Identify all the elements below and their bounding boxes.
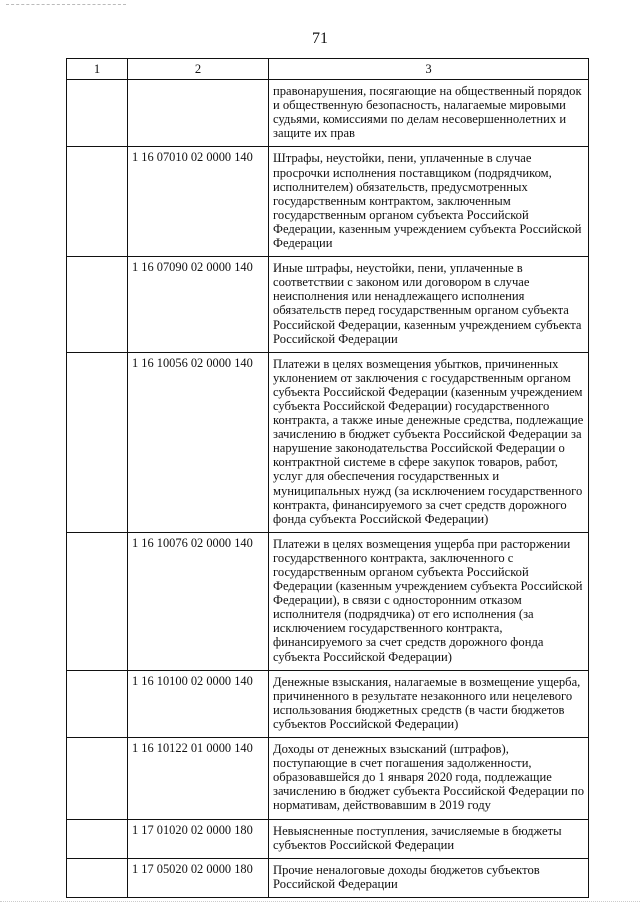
header-col-2: 2 xyxy=(128,59,269,80)
table-row xyxy=(67,352,589,532)
cell-col1 xyxy=(67,819,128,858)
budget-classification-table xyxy=(66,58,589,898)
budget-code: 1 16 10122 01 0000 140 xyxy=(128,738,269,819)
budget-code: 1 16 07010 02 0000 140 xyxy=(128,147,269,257)
budget-code: 1 16 10100 02 0000 140 xyxy=(128,670,269,737)
revenue-description: Доходы от денежных взысканий (штрафов), поступающие в счет погашения задолженности, образовавшейся до 1 января 2020 года, подлежащие зачислению в бюджет субъекта Российской Федерации по нормативам, действовавшим в 2019 году xyxy=(269,738,589,819)
budget-code: 1 16 07090 02 0000 140 xyxy=(128,257,269,353)
table-row xyxy=(67,532,589,670)
budget-code: 1 16 10076 02 0000 140 xyxy=(128,532,269,670)
revenue-description: Иные штрафы, неустойки, пени, уплаченные в соответствии с законом или договором в случае неисполнения или ненадлежащего исполнения обязательств перед государственным органом субъекта Российской Федерации, казенным учреждением субъекта Российской Федерации xyxy=(269,257,589,353)
cell-col1 xyxy=(67,858,128,897)
table-row xyxy=(67,257,589,353)
budget-code: 1 17 01020 02 0000 180 xyxy=(128,819,269,858)
table-header-row xyxy=(67,59,589,80)
cell-col1 xyxy=(67,80,128,147)
budget-code: 1 16 10056 02 0000 140 xyxy=(128,352,269,532)
revenue-description: Невыясненные поступления, зачисляемые в бюджеты субъектов Российской Федерации xyxy=(269,819,589,858)
header-col-3: 3 xyxy=(269,59,589,80)
revenue-description: Прочие неналоговые доходы бюджетов субъектов Российской Федерации xyxy=(269,858,589,897)
table-row xyxy=(67,147,589,257)
cell-col1 xyxy=(67,738,128,819)
scan-artifact-top xyxy=(6,4,126,5)
budget-code xyxy=(128,80,269,147)
cell-col1 xyxy=(67,257,128,353)
header-col-1: 1 xyxy=(67,59,128,80)
scan-artifact-bottom xyxy=(0,901,640,902)
cell-col1 xyxy=(67,147,128,257)
table-row xyxy=(67,858,589,897)
page-number: 71 xyxy=(312,30,328,47)
cell-col1 xyxy=(67,352,128,532)
revenue-description: Штрафы, неустойки, пени, уплаченные в случае просрочки исполнения поставщиком (подрядчиком, исполнителем) обязательств, предусмотренных государственным контрактом, заключенным государственным органом субъекта Российской Федерации, казенным учреждением субъекта Российской Федерации xyxy=(269,147,589,257)
table-row xyxy=(67,819,589,858)
revenue-description: Платежи в целях возмещения убытков, причиненных уклонением от заключения с государственным органом субъекта Российской Федерации (казенным учреждением субъекта Российской Федерации) государственного контракта, а также иные денежные средства, подлежащие зачислению в бюджет субъекта Российской Федерации за нарушение законодательства Российской Федерации о контрактной системе в сфере закупок товаров, работ, услуг для обеспечения государственных и муниципальных нужд (за исключением государственного контракта, финансируемого за счет средств дорожного фонда субъекта Российской Федерации) xyxy=(269,352,589,532)
cell-col1 xyxy=(67,532,128,670)
cell-col1 xyxy=(67,670,128,737)
table-row xyxy=(67,738,589,819)
revenue-description: Платежи в целях возмещения ущерба при расторжении государственного контракта, заключенного с государственным органом субъекта Российской Федерации (казенным учреждением субъекта Российской Федерации), в связи с односторонним отказом исполнителя (подрядчика) от его исполнения (за исключением государственного контракта, финансируемого за счет средств дорожного фонда субъекта Российской Федерации) xyxy=(269,532,589,670)
table-row xyxy=(67,80,589,147)
revenue-description: Денежные взыскания, налагаемые в возмещение ущерба, причиненного в результате незаконного или нецелевого использования бюджетных средств (в части бюджетов субъектов Российской Федерации) xyxy=(269,670,589,737)
revenue-description: правонарушения, посягающие на общественный порядок и общественную безопасность, налагаемые мировыми судьями, комиссиями по делам несовершеннолетних и защите их прав xyxy=(269,80,589,147)
budget-code: 1 17 05020 02 0000 180 xyxy=(128,858,269,897)
table-row xyxy=(67,670,589,737)
